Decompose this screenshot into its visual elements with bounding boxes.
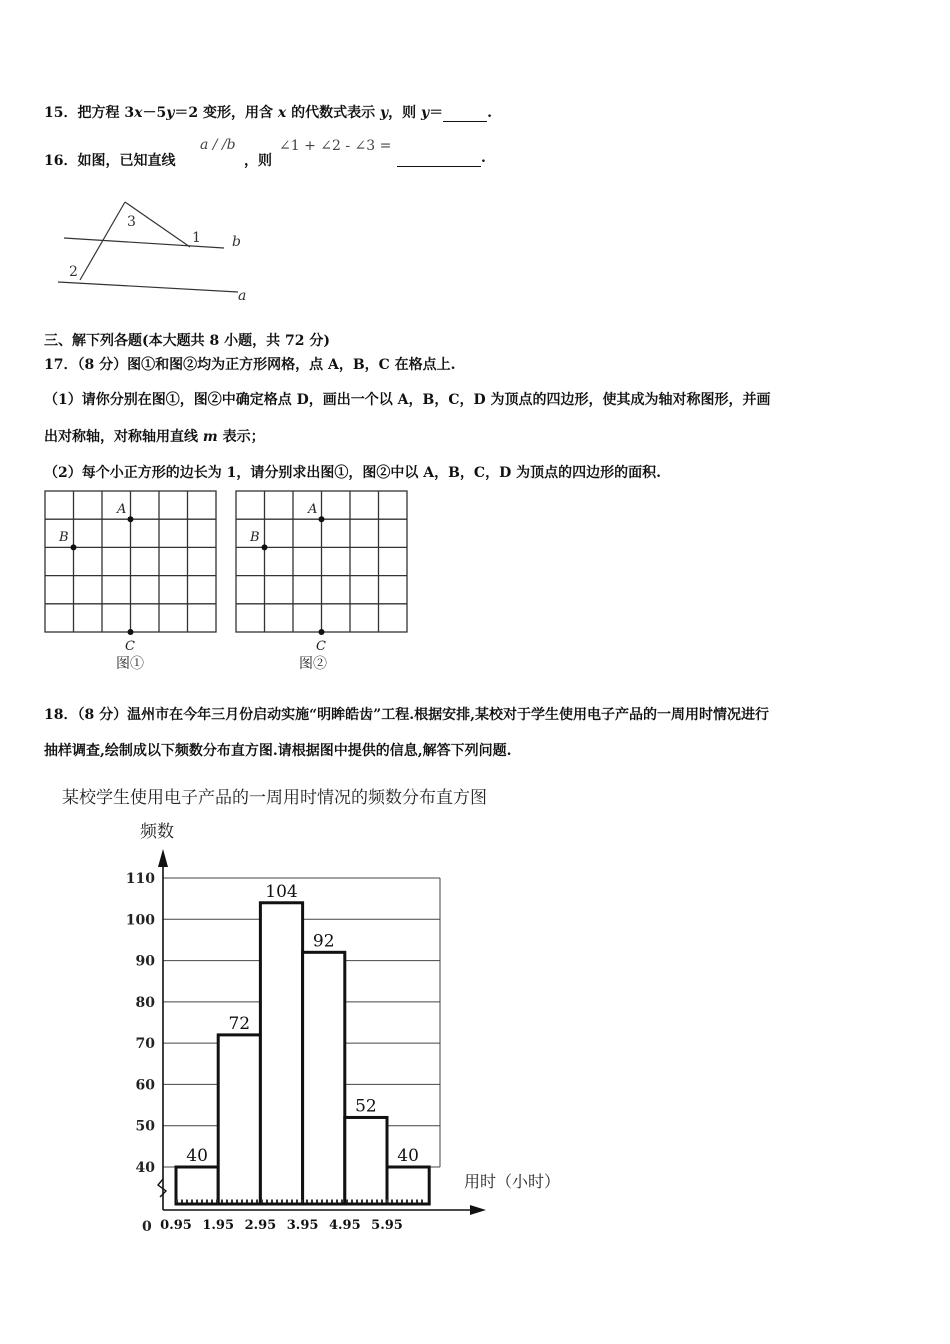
x-axis-arrow <box>470 1205 486 1215</box>
angle-label-2: 2 <box>69 264 78 280</box>
q18-line1: 18．（8 分）温州市在今年三月份启动实施“明眸皓齿”工程.根据安排,某校对于学生使用电子产品的一周用时情况进行 <box>44 707 769 723</box>
grid-figure-1 <box>40 488 225 678</box>
line-a <box>58 282 238 292</box>
point-B <box>71 544 77 550</box>
grid-figure-2 <box>231 488 416 678</box>
point-A <box>128 516 134 522</box>
q17-number: 17． <box>44 357 78 373</box>
q16-figure <box>52 192 262 307</box>
y-tick-label: 90 <box>135 953 155 970</box>
q18-number: 18． <box>44 707 78 723</box>
y-tick-label: 60 <box>135 1077 155 1094</box>
q17-part2: （2）每个小正方形的边长为 1，请分别求出图①，图②中以 A，B，C，D 为顶点的四边形的面积. <box>44 465 661 481</box>
label-B: B <box>59 530 69 545</box>
angle-label-1: 1 <box>192 230 201 246</box>
y-tick-label: 50 <box>135 1118 155 1135</box>
bar-value-label: 104 <box>265 881 298 902</box>
q16-line: 16．如图，已知直线 <box>44 153 176 169</box>
x-tick-label: 4.95 <box>328 1218 361 1233</box>
chart-x-label: 用时（小时） <box>464 1172 561 1191</box>
y-tick-label: 80 <box>135 994 155 1011</box>
chart-title: 某校学生使用电子产品的一周用时情况的频数分布直方图 <box>62 788 487 808</box>
q16-answer-blank[interactable] <box>397 150 481 167</box>
bar-value-label: 72 <box>228 1013 251 1034</box>
label-C: C <box>125 639 135 654</box>
q17-part1-line1: （1）请你分别在图①，图②中确定格点 D，画出一个以 A，B，C，D 为顶点的四边形，使其成为轴对称图形，并画 <box>44 392 771 408</box>
bar-value-label: 52 <box>355 1096 377 1117</box>
y-tick-label: 110 <box>125 871 155 887</box>
x-tick-label: 3.95 <box>286 1218 319 1233</box>
histogram-bar <box>260 903 302 1204</box>
histogram-bar <box>387 1167 429 1204</box>
caption-fig1: 图① <box>116 656 144 672</box>
y-axis-arrow <box>158 849 168 867</box>
q16-then: ，则 <box>244 153 272 169</box>
label-C: C <box>316 639 326 654</box>
label-B: B <box>250 530 260 545</box>
histogram-bar <box>345 1117 387 1204</box>
x-tick-label: 1.95 <box>202 1218 235 1233</box>
label-A: A <box>308 502 318 517</box>
x-tick-label: 0.95 <box>160 1218 192 1233</box>
y-tick-label: 100 <box>125 912 155 929</box>
point-B <box>262 544 268 550</box>
point-A <box>319 516 325 522</box>
y-tick-label: 70 <box>135 1036 155 1053</box>
angle-label-3: 3 <box>127 214 136 230</box>
y-tick-label: 40 <box>135 1160 155 1176</box>
line-label-a: a <box>238 288 247 304</box>
q17-part1-line2: 出对称轴，对称轴用直线 m 表示； <box>44 429 265 445</box>
q16-answer: . <box>397 150 486 167</box>
q15-number: 15． <box>44 105 78 121</box>
histogram-chart <box>0 775 950 1255</box>
q17-line: 17．（8 分）图①和图②均为正方形网格，点 A，B，C 在格点上. <box>44 357 456 373</box>
histogram-bar <box>303 952 345 1204</box>
label-A: A <box>117 502 127 517</box>
point-C <box>128 629 134 635</box>
histogram-bar <box>176 1167 218 1204</box>
caption-fig2: 图② <box>299 656 327 672</box>
bar-value-label: 92 <box>312 931 335 952</box>
q16-number: 16． <box>44 153 78 169</box>
histogram-bar <box>218 1035 260 1204</box>
x-tick-label: 2.95 <box>244 1218 277 1233</box>
chart-origin-label: 0 <box>142 1219 152 1235</box>
bar-value-label: 40 <box>186 1146 208 1166</box>
chart-y-label: 频数 <box>140 822 174 842</box>
x-tick-label: 5.95 <box>371 1218 403 1233</box>
section-3-title: 三、解下列各题(本大题共 8 小题，共 72 分) <box>44 333 330 349</box>
bar-value-label: 40 <box>397 1146 419 1166</box>
q15-answer-blank[interactable] <box>443 105 487 122</box>
q16-condition: a / /b <box>200 137 236 153</box>
point-C <box>319 629 325 635</box>
q18-line2: 抽样调查,绘制成以下频数分布直方图.请根据图中提供的信息,解答下列问题. <box>44 743 512 759</box>
q15-line: 15．把方程 3x－5y＝2 变形，用含 x 的代数式表示 y，则 y＝ . <box>44 105 492 121</box>
line-label-b: b <box>232 234 241 250</box>
axis-break-mark <box>158 1179 166 1197</box>
q16-expression: ∠1 + ∠2 - ∠3 = <box>279 138 392 154</box>
